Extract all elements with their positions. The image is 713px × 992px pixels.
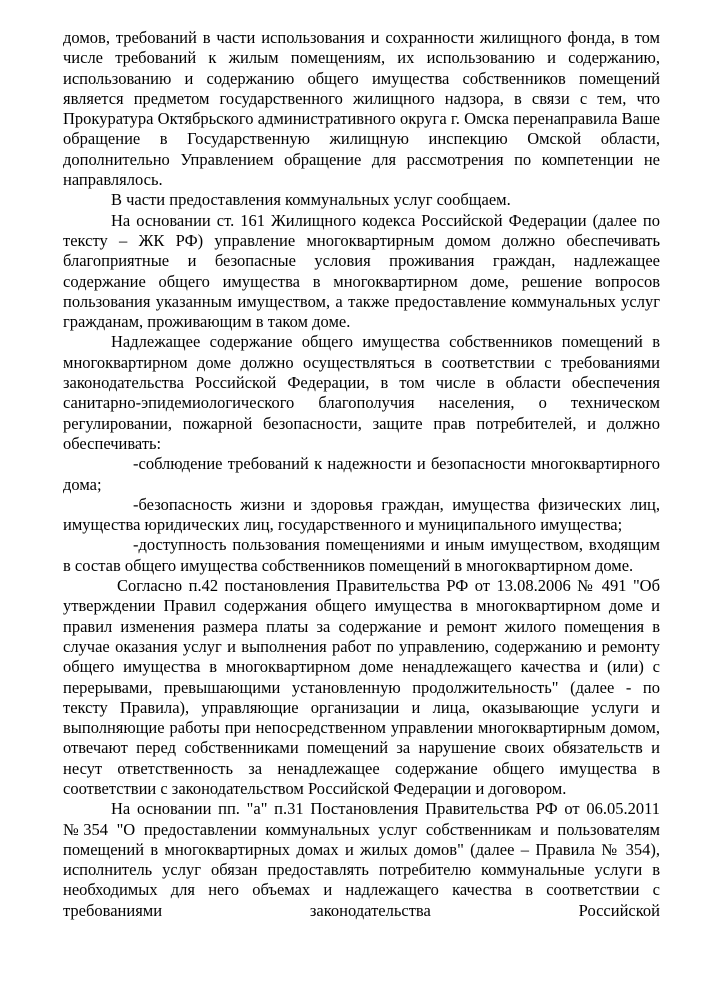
- paragraph-common-property-maintenance: Надлежащее содержание общего имущества собственников помещений в многоквартирном доме должно осуществляться в соответствии с требованиями законодательства Российской Федерации, в том числе в области обеспечения санитарно-эпидемиологического благополучия населения, о техническом регулировании, пожарной безопасности, защите прав потребителей, и должно обеспечивать:: [63, 332, 660, 453]
- paragraph-utilities-intro: В части предоставления коммунальных услуг сообщаем.: [111, 190, 511, 210]
- paragraph-housing-code-art161: На основании ст. 161 Жилищного кодекса Российской Федерации (далее по тексту – ЖК РФ) управление многоквартирным домом должно обеспечивать благоприятные и безопасные условия проживания граждан, надлежащее содержание общего имущества в многоквартирном доме, решение вопросов пользования указанным имуществом, а также предоставление коммунальных услуг гражданам, проживающим в таком доме.: [63, 210, 660, 332]
- paragraph-decree-354-cutoff: На основании пп. "а" п.31 Постановления Правительства РФ от 06.05.2011 №354 "О предоставлении коммунальных услуг собственникам и пользователям помещений в многоквартирных домах и жилых домов" (далее – Правила № 354), исполнитель услуг обязан предоставлять потребителю коммунальные услуги в необходимых для него объемах и надлежащего качества в соответствии с требованиями законодательства Российской: [63, 799, 660, 920]
- document-text-block: [63, 28, 660, 921]
- list-item-reliability-safety: -соблюдение требований к надежности и безопасности многоквартирного дома;: [63, 454, 660, 494]
- paragraph-decree-491: Согласно п.42 постановления Правительства РФ от 13.08.2006 № 491 "Об утверждении Правил содержания общего имущества в многоквартирном доме и правил изменения размера платы за содержание и ремонт жилого помещения в случае оказания услуг и выполнения работ по управлению, содержанию и ремонту общего имущества в многоквартирном доме ненадлежащего качества и (или) с перерывами, превышающими установленную продолжительность" (далее - по тексту Правила), управляющие организации и лица, оказывающие услуги и выполняющие работы при непосредственном управлении многоквартирным домом, отвечают перед собственниками помещений за нарушение своих обязательств и несут ответственность за ненадлежащее содержание общего имущества в соответствии с законодательством Российской Федерации и договором.: [63, 576, 660, 798]
- list-item-life-health-safety: -безопасность жизни и здоровья граждан, имущества физических лиц, имущества юридических лиц, государственного и муниципального имущества;: [63, 494, 660, 535]
- list-item-accessibility: -доступность пользования помещениями и иным имуществом, входящим в состав общего имущества собственников помещений в многоквартирном доме.: [63, 535, 660, 575]
- paragraph-continuation-housing-supervision: домов, требований в части использования и сохранности жилищного фонда, в том числе требований к жилым помещениям, их использованию и содержанию, использованию и содержанию общего имущества собственников помещений является предметом государственного жилищного надзора, в связи с тем, что Прокуратура Октябрьского административного округа г. Омска перенаправила Ваше обращение в Государственную жилищную инспекцию Омской области, дополнительно Управлением обращение для рассмотрения по компетенции не направлялось.: [63, 28, 660, 190]
